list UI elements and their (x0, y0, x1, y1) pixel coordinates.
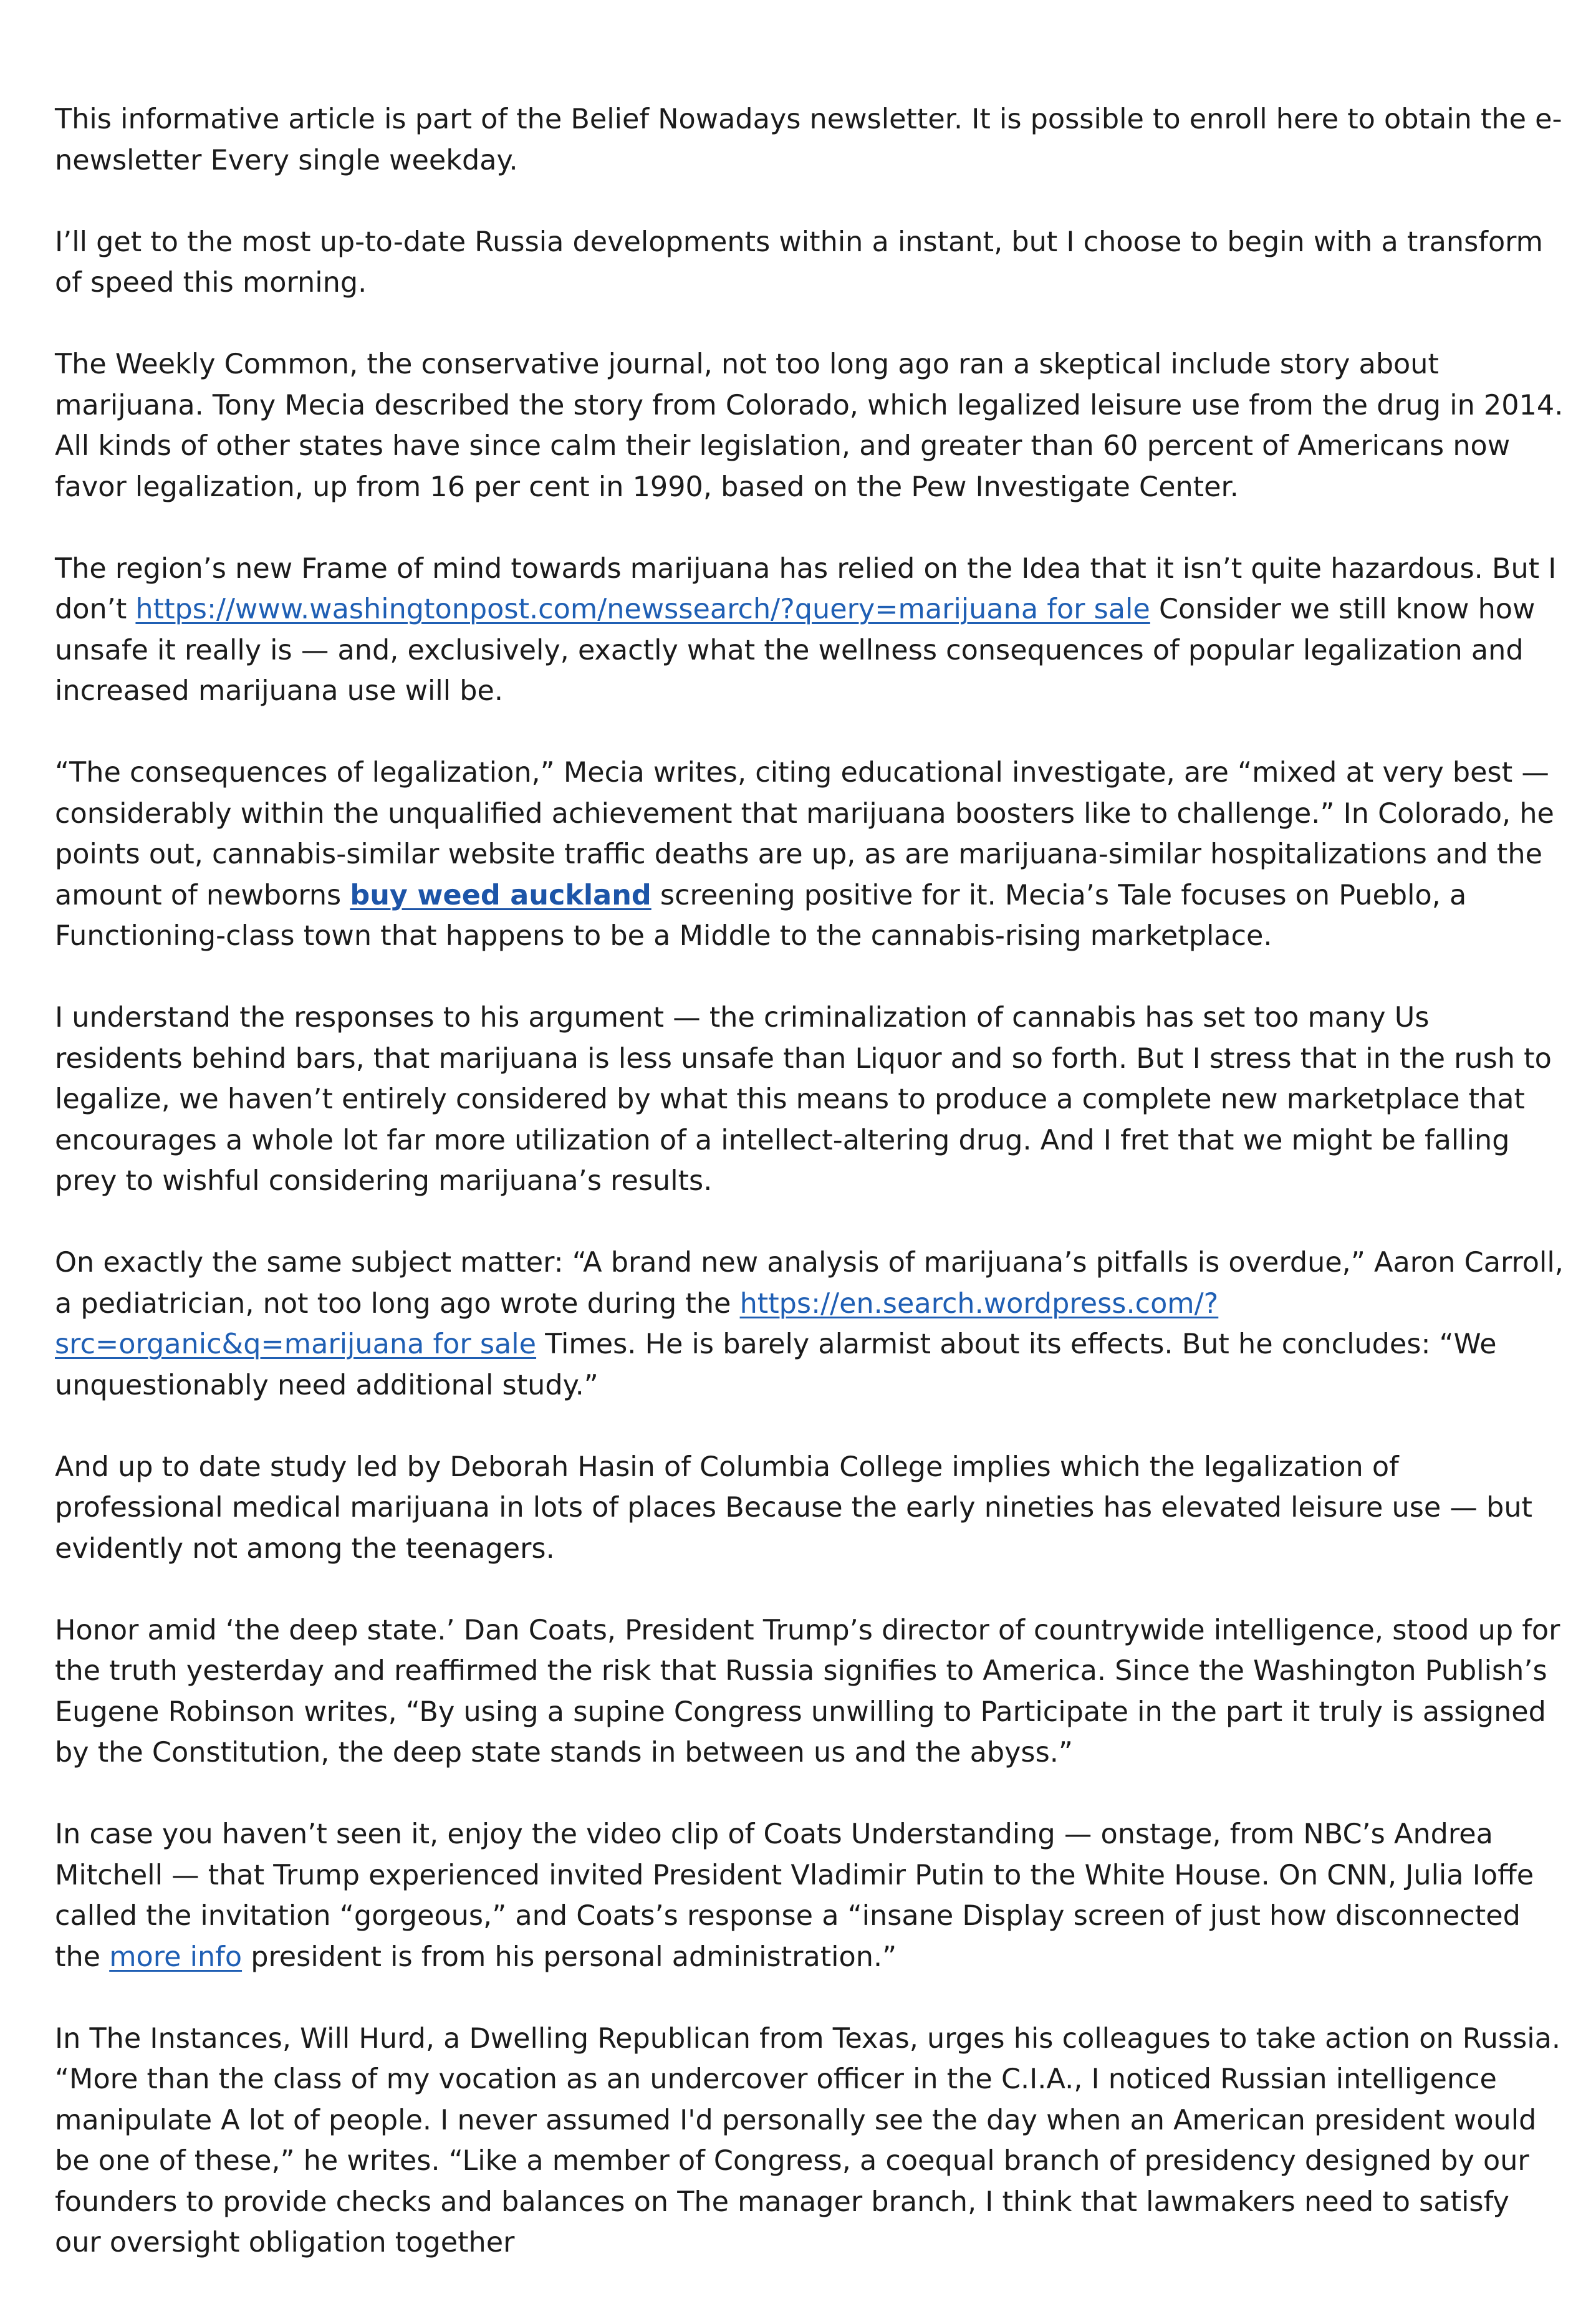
paragraph-deep-state: Honor amid ‘the deep state.’ Dan Coats, President Trump’s director of countrywide intelligence, stood up for the truth yesterday and reaffirmed the risk that Russia signifies to America. Since the Washington Publish’s Eugene Robinson writes, “By using a supine Congress unwilling to Participate in the part it truly is assigned by the Constitution, the deep state stands in between us and the abyss.” (55, 1614, 1560, 1769)
paragraph-criminalization-responses: I understand the responses to his argument — the criminalization of cannabis has set too many Us residents behind bars, that marijuana is less unsafe than Liquor and so forth. But I stress that in the rush to legalize, we haven’t entirely considered by what this means to produce a complete new marketplace that encourages a whole lot far more utilization of a intellect-altering drug. And I fret that we might be falling prey to wishful considering marijuana’s results. (55, 1002, 1552, 1197)
paragraph-text: In case you haven’t seen it, enjoy the video clip of Coats Understanding — onstage, from NBC’s Andrea Mitchell — that Trump experienced invited President Vladimir Putin to the White House. On CNN, Julia Ioffe called the invitation “gorgeous,” and Coats’s response a “insane Display screen of just how disconnected the (55, 1818, 1534, 1973)
paragraph-text: “The consequences of legalization,” Mecia writes, citing educational investigate, are “mixed at very best — considerably within the unqualified achievement that marijuana boosters like to challenge.” In Colorado, he points out, cannabis-similar website traffic deaths are up, as are marijuana-similar hospitalizations and the amount of newborns (55, 757, 1554, 911)
paragraph-will-hurd: In The Instances, Will Hurd, a Dwelling Republican from Texas, urges his colleagues to take action on Russia. “More than the class of my vocation as an undercover officer in the C.I.A., I noticed Russian intelligence manipulate A lot of people. I never assumed I'd personally see the day when an American president would be one of these,” he writes. “Like a member of Congress, a coequal branch of presidency designed by our founders to provide checks and balances on The manager branch, I think that lawmakers need to satisfy our oversight obligation together (55, 2022, 1561, 2258)
paragraph-attitude-marijuana (55, 549, 1564, 712)
washingtonpost-search-link[interactable]: https://www.washingtonpost.com/newssearch/?query=marijuana for sale (135, 593, 1150, 625)
paragraph-text: The region’s new Frame of mind towards marijuana has relied on the Idea that it isn’t quite hazardous. But I don’t (55, 552, 1557, 625)
paragraph-text: Times. He is barely alarmist about its effects. But he concludes: “We unquestionably need additional study.” (55, 1328, 1497, 1401)
wordpress-search-link[interactable]: https://en.search.wordpress.com/?src=organic&q=marijuana for sale (55, 1287, 1219, 1360)
paragraph-text: president is from his personal administration.” (242, 1941, 897, 1973)
paragraph-text: screening positive for it. Mecia’s Tale focuses on Pueblo, a Functioning-class town that happens to be a Middle to the cannabis-rising marketplace. (55, 879, 1467, 952)
paragraph-text: Consider we still know how unsafe it really is — and, exclusively, exactly what the wellness consequences of popular legalization and increased marijuana use will be. (55, 593, 1536, 707)
paragraph-hasin-study: And up to date study led by Deborah Hasin of Columbia College implies which the legalization of professional medical marijuana in lots of places Because the early nineties has elevated leisure use — but evidently not among the teenagers. (55, 1451, 1532, 1565)
article-body (55, 99, 1564, 2304)
buy-weed-link[interactable]: buy weed auckland (350, 879, 651, 911)
paragraph-coats-video (55, 1814, 1564, 1977)
paragraph-newsletter-intro: This informative article is part of the Belief Nowadays newsletter. It is possible to enroll here to obtain the e-newsletter Every single weekday. (55, 103, 1562, 176)
paragraph-weekly-standard: The Weekly Common, the conservative journal, not too long ago ran a skeptical include story about marijuana. Tony Mecia described the story from Colorado, which legalized leisure use from the drug in 2014. All kinds of other states have since calm their legislation, and greater than 60 percent of Americans now favor legalization, up from 16 per cent in 1990, based on the Pew Investigate Center. (55, 348, 1564, 503)
paragraph-russia-preface: I’ll get to the most up-to-date Russia developments within a instant, but I choose to begin with a transform of speed this morning. (55, 226, 1544, 299)
more-info-link[interactable]: more info (109, 1941, 243, 1973)
paragraph-legalization-consequences (55, 752, 1564, 957)
paragraph-carroll-analysis (55, 1242, 1564, 1406)
paragraph-text: On exactly the same subject matter: “A brand new analysis of marijuana’s pitfalls is overdue,” Aaron Carroll, a pediatrician, not too long ago wrote during the (55, 1247, 1564, 1320)
